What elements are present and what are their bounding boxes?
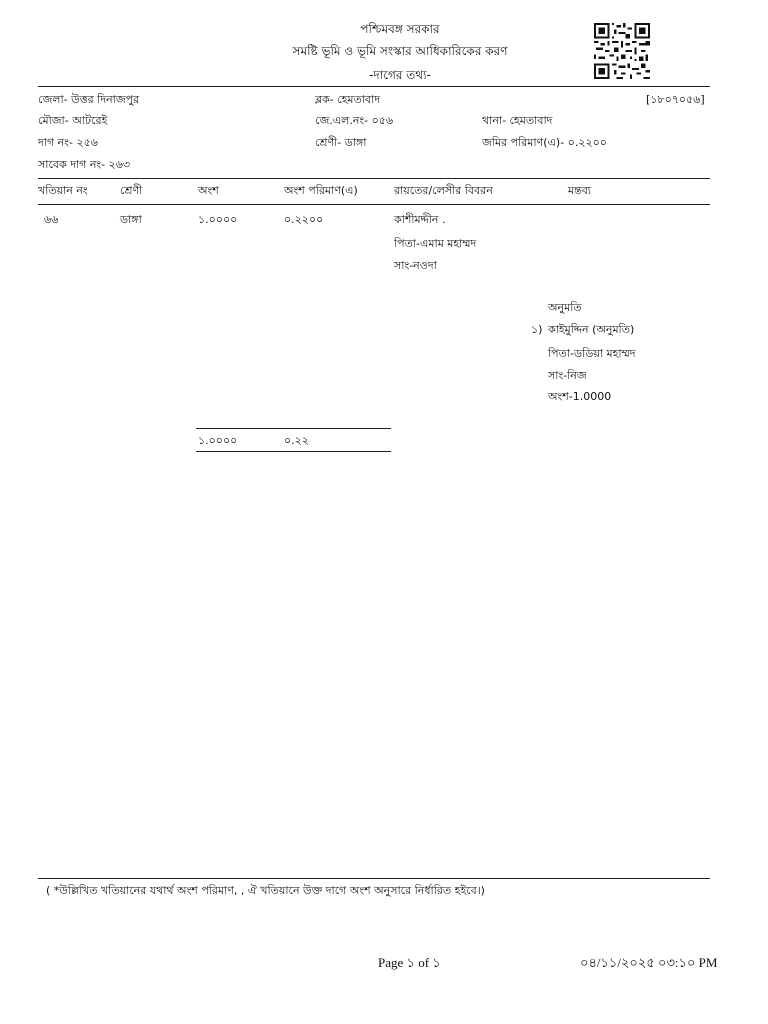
total-share: ১.০০০০ [198, 434, 238, 447]
remark-address: সাং-নিজ [548, 369, 587, 382]
remark-father: পিতা-ডডিয়া মহাম্মদ [548, 347, 636, 360]
owner-name: কাশীমদ্দীন . [394, 213, 446, 226]
cell-class: ডাঙ্গা [120, 213, 142, 226]
owner-address: সাং-নওদা [394, 259, 437, 272]
mouza: মৌজা- আটরেই [38, 114, 108, 127]
remark-title: অনুমতি [548, 301, 582, 314]
qr-code-icon [594, 23, 650, 79]
col-header-khatian: খতিয়ান নং [38, 184, 88, 197]
thana: থানা- হেমতাবাদ [482, 114, 553, 127]
land-class: শ্রেণী- ডাঙ্গা [315, 136, 367, 149]
cell-khatian: ৬৬ [44, 213, 59, 226]
totals-top-rule [196, 428, 391, 429]
total-area: ০.২২ [284, 434, 309, 447]
print-timestamp: ০৪/১১/২০২৫ ০৩:১০ PM [580, 955, 718, 970]
col-header-share: অংশ [198, 184, 219, 197]
col-header-share-area: অংশ পরিমাণ(এ) [284, 184, 358, 197]
district: জেলা- উত্তর দিনাজপুর [38, 93, 140, 106]
col-header-owner: রায়তের/লেসীর বিবরন [394, 184, 493, 197]
header-line-1: পশ্চিমবঙ্গ সরকার [360, 22, 440, 36]
page-indicator: Page ১ of ১ [378, 955, 441, 970]
remark-index: ১) [531, 323, 543, 336]
remark-name: কাইমুদ্দিন (অনুমতি) [548, 323, 635, 336]
footnote-rule [38, 878, 710, 879]
land-area: জমির পরিমাণ(এ)- ০.২২০০ [482, 136, 607, 149]
header-line-3: -দাগের তথ্য- [369, 68, 431, 82]
table-top-rule [38, 178, 710, 179]
col-header-remark: মন্তব্য [568, 184, 592, 197]
record-id: [১৮০৭০৫৬] [646, 93, 705, 106]
jl-no: জে.এল.নং- ০৫৬ [315, 114, 394, 127]
table-header-rule [38, 204, 710, 205]
header-line-2: সমষ্টি ভূমি ও ভূমি সংস্কার আধিকারিকের করণ [292, 44, 508, 58]
remark-share: অংশ-1.0000 [548, 390, 612, 403]
footnote: ( *উল্লিখিত খতিয়ানের যথার্থ অংশ পরিমাণ, , ঐ খতিয়ানে উক্ত দাগে অংশ অনুসারে নির্ধারিত হইবে।) [46, 884, 485, 897]
old-dag-no: সাবেক দাগ নং- ২৬৩ [38, 158, 131, 171]
header-divider [38, 86, 710, 87]
dag-no: দাগ নং- ২৫৬ [38, 136, 98, 149]
col-header-class: শ্রেণী [120, 184, 143, 197]
owner-father: পিতা-এমাম মহাম্মদ [394, 237, 477, 250]
cell-share-area: ০.২২০০ [284, 213, 324, 226]
totals-bottom-rule [196, 451, 391, 452]
block: ব্লক- হেমতাবাদ [315, 93, 381, 106]
cell-share: ১.০০০০ [198, 213, 238, 226]
